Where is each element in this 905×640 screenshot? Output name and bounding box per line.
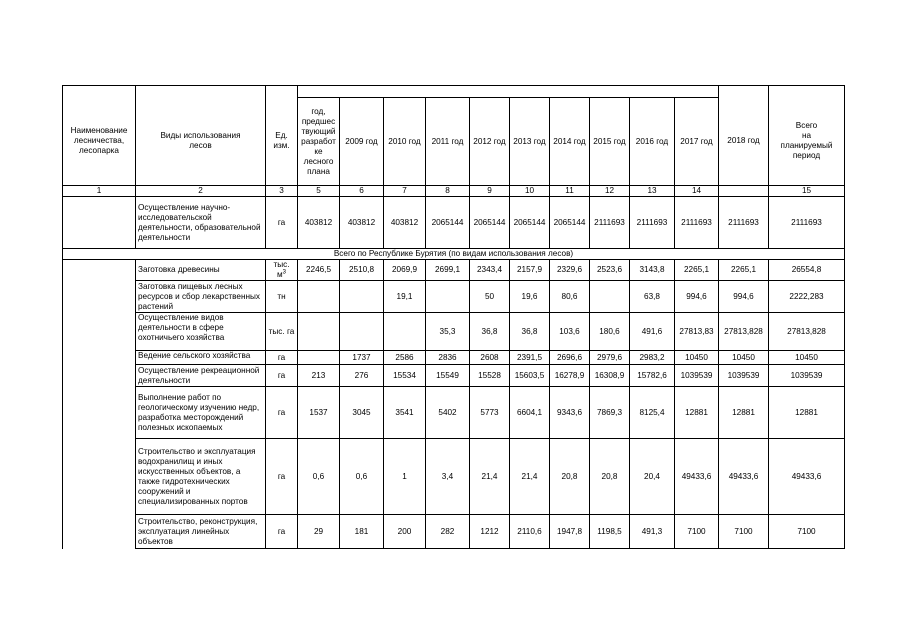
value-cell: 1 [384, 439, 426, 515]
column-number: 8 [426, 186, 470, 197]
value-cell: 2329,6 [550, 260, 590, 281]
value-cell: 50 [470, 281, 510, 313]
value-cell [298, 281, 340, 313]
value-cell [426, 281, 470, 313]
value-cell: 20,4 [630, 439, 675, 515]
value-cell: 2065144 [426, 197, 470, 249]
value-cell [590, 281, 630, 313]
unit-cell [266, 387, 298, 439]
value-cell [340, 313, 384, 351]
column-number: 2 [136, 186, 266, 197]
value-cell [384, 313, 426, 351]
value-cell: 2111693 [590, 197, 630, 249]
table-row [63, 515, 845, 549]
use-type-cell: Заготовка пищевых лесных ресурсов и сбор лекарственных растений [136, 281, 266, 313]
value-cell: 200 [384, 515, 426, 549]
header-year: 2016 год [630, 98, 675, 186]
use-type-cell: Осуществление видов деятельности в сфере охотничьего хозяйства [136, 313, 266, 351]
value-cell: 12881 [769, 387, 845, 439]
value-cell: 49433,6 [719, 439, 769, 515]
value-cell: 180,6 [590, 313, 630, 351]
value-cell: 10450 [769, 351, 845, 365]
value-cell: 2343,4 [470, 260, 510, 281]
table-row [63, 439, 845, 515]
use-type-cell: Строительство, реконструкция, эксплуатация линейных объектов [136, 515, 266, 549]
value-cell: 5773 [470, 387, 510, 439]
use-type-cell: Осуществление рекреационной деятельности [136, 365, 266, 387]
value-cell: 1537 [298, 387, 340, 439]
header-unit: Ед. изм. [266, 98, 298, 186]
unit-text: га [277, 352, 286, 362]
value-cell: 276 [340, 365, 384, 387]
value-cell: 5402 [426, 387, 470, 439]
value-cell: 7100 [719, 515, 769, 549]
value-cell: 0,6 [340, 439, 384, 515]
value-cell: 2586 [384, 351, 426, 365]
forestry-cell [63, 260, 136, 549]
unit-cell [266, 351, 298, 365]
value-cell: 403812 [384, 197, 426, 249]
value-cell: 19,1 [384, 281, 426, 313]
unit-cell [266, 439, 298, 515]
header-year: 2009 год [340, 98, 384, 186]
value-cell: 6604,1 [510, 387, 550, 439]
value-cell: 27813,828 [719, 313, 769, 351]
value-cell: 2391,5 [510, 351, 550, 365]
column-number: 1 [63, 186, 136, 197]
forest-use-table [62, 85, 845, 549]
value-cell: 2983,2 [630, 351, 675, 365]
value-cell: 12881 [675, 387, 719, 439]
value-cell: 403812 [340, 197, 384, 249]
value-cell: 1039539 [719, 365, 769, 387]
header-year: 2012 год [470, 98, 510, 186]
use-type-cell: Строительство и эксплуатация водохранилищ и иных искусственных объектов, а также гидротехнических сооружений и специализированных портов [136, 439, 266, 515]
value-cell: 181 [340, 515, 384, 549]
value-cell: 2157,9 [510, 260, 550, 281]
table-row [63, 197, 845, 249]
header-prev-year: год, предшес твующий разработ ке лесного плана [298, 98, 340, 186]
use-type-cell: Выполнение работ по геологическому изучению недр, разработка месторождений полезных ископаемых [136, 387, 266, 439]
table-row [63, 313, 845, 351]
value-cell: 26554,8 [769, 260, 845, 281]
header-forestry-name: Наименование лесничества, лесопарка [63, 98, 136, 186]
value-cell: 36,8 [510, 313, 550, 351]
value-cell: 403812 [298, 197, 340, 249]
value-cell: 282 [426, 515, 470, 549]
value-cell: 2111693 [719, 197, 769, 249]
column-number: 3 [266, 186, 298, 197]
header-blank [136, 86, 266, 98]
value-cell: 2111693 [630, 197, 675, 249]
value-cell: 2979,6 [590, 351, 630, 365]
value-cell: 9343,6 [550, 387, 590, 439]
header-year: 2017 год [675, 98, 719, 186]
value-cell: 2110,6 [510, 515, 550, 549]
unit-cell [266, 260, 298, 281]
value-cell: 20,8 [590, 439, 630, 515]
table-row [63, 351, 845, 365]
value-cell: 35,3 [426, 313, 470, 351]
column-number: 13 [630, 186, 675, 197]
value-cell: 15782,6 [630, 365, 675, 387]
header-blank [266, 86, 298, 98]
value-cell: 36,8 [470, 313, 510, 351]
unit-text: тыс. м [273, 260, 290, 279]
value-cell: 2065144 [550, 197, 590, 249]
unit-cell [266, 281, 298, 313]
value-cell: 2111693 [675, 197, 719, 249]
value-cell: 1212 [470, 515, 510, 549]
unit-text: тн [277, 291, 286, 301]
value-cell: 7100 [675, 515, 719, 549]
header-span-blank [298, 86, 719, 98]
header-year-2018: 2018 год [719, 98, 769, 186]
value-cell: 49433,6 [769, 439, 845, 515]
value-cell [298, 351, 340, 365]
column-number: 7 [384, 186, 426, 197]
column-number: 9 [470, 186, 510, 197]
unit-text: га [277, 471, 286, 481]
value-cell: 0,6 [298, 439, 340, 515]
header-blank [63, 86, 136, 98]
column-number: 15 [769, 186, 845, 197]
value-cell: 1737 [340, 351, 384, 365]
value-cell: 29 [298, 515, 340, 549]
column-number: 12 [590, 186, 630, 197]
column-number: 14 [675, 186, 719, 197]
value-cell: 2065144 [470, 197, 510, 249]
forestry-cell [63, 197, 136, 249]
table-row [63, 281, 845, 313]
value-cell: 994,6 [719, 281, 769, 313]
value-cell: 2696,6 [550, 351, 590, 365]
section-title: Всего по Республике Бурятия (по видам использования лесов) [63, 249, 845, 260]
table-row [63, 387, 845, 439]
unit-text: га [277, 370, 286, 380]
value-cell: 994,6 [675, 281, 719, 313]
unit-cell [266, 365, 298, 387]
value-cell: 7100 [769, 515, 845, 549]
unit-cell: га [266, 197, 298, 249]
value-cell: 3143,8 [630, 260, 675, 281]
unit-text: га [277, 407, 286, 417]
column-number: 10 [510, 186, 550, 197]
value-cell: 3045 [340, 387, 384, 439]
value-cell: 2608 [470, 351, 510, 365]
header-year: 2010 год [384, 98, 426, 186]
value-cell: 27813,83 [675, 313, 719, 351]
value-cell: 3541 [384, 387, 426, 439]
header-year: 2014 год [550, 98, 590, 186]
value-cell: 2246,5 [298, 260, 340, 281]
value-cell: 21,4 [510, 439, 550, 515]
value-cell: 16308,9 [590, 365, 630, 387]
value-cell: 1198,5 [590, 515, 630, 549]
column-number: 11 [550, 186, 590, 197]
value-cell: 27813,828 [769, 313, 845, 351]
value-cell: 49433,6 [675, 439, 719, 515]
section-row [63, 249, 845, 260]
value-cell: 2699,1 [426, 260, 470, 281]
header-blank [769, 86, 845, 98]
value-cell: 15528 [470, 365, 510, 387]
value-cell: 491,3 [630, 515, 675, 549]
header-use-type: Виды использования лесов [136, 98, 266, 186]
column-number [719, 186, 769, 197]
value-cell: 213 [298, 365, 340, 387]
value-cell: 1039539 [769, 365, 845, 387]
value-cell: 63,8 [630, 281, 675, 313]
value-cell: 2836 [426, 351, 470, 365]
column-number-row [63, 186, 845, 197]
value-cell: 12881 [719, 387, 769, 439]
value-cell: 2069,9 [384, 260, 426, 281]
header-year: 2013 год [510, 98, 550, 186]
value-cell: 491,6 [630, 313, 675, 351]
value-cell: 2111693 [769, 197, 845, 249]
table-row [63, 260, 845, 281]
value-cell: 2510,8 [340, 260, 384, 281]
value-cell: 1947,8 [550, 515, 590, 549]
use-type-cell: Заготовка древесины [136, 260, 266, 281]
value-cell: 2222,283 [769, 281, 845, 313]
table-row [63, 365, 845, 387]
unit-cell [266, 313, 298, 351]
value-cell [340, 281, 384, 313]
value-cell: 1039539 [675, 365, 719, 387]
header-blank [719, 86, 769, 98]
value-cell: 20,8 [550, 439, 590, 515]
unit-cell [266, 515, 298, 549]
column-number: 6 [340, 186, 384, 197]
value-cell: 80,6 [550, 281, 590, 313]
unit-superscript: 3 [282, 269, 286, 276]
value-cell: 15603,5 [510, 365, 550, 387]
header-year: 2011 год [426, 98, 470, 186]
value-cell: 2265,1 [719, 260, 769, 281]
unit-text: тыс. га [268, 326, 295, 336]
value-cell: 103,6 [550, 313, 590, 351]
unit-text: га [277, 526, 286, 536]
value-cell: 2523,6 [590, 260, 630, 281]
value-cell: 19,6 [510, 281, 550, 313]
value-cell: 2265,1 [675, 260, 719, 281]
value-cell: 10450 [675, 351, 719, 365]
use-type-cell: Осуществление научно-исследовательской деятельности, образовательной деятельности [136, 197, 266, 249]
value-cell: 15549 [426, 365, 470, 387]
value-cell: 2065144 [510, 197, 550, 249]
header-total: Всего на планируемый период [769, 98, 845, 186]
use-type-cell: Ведение сельского хозяйства [136, 351, 266, 365]
value-cell [298, 313, 340, 351]
value-cell: 3,4 [426, 439, 470, 515]
value-cell: 16278,9 [550, 365, 590, 387]
value-cell: 15534 [384, 365, 426, 387]
value-cell: 21,4 [470, 439, 510, 515]
value-cell: 10450 [719, 351, 769, 365]
column-number: 5 [298, 186, 340, 197]
value-cell: 7869,3 [590, 387, 630, 439]
header-year: 2015 год [590, 98, 630, 186]
value-cell: 8125,4 [630, 387, 675, 439]
